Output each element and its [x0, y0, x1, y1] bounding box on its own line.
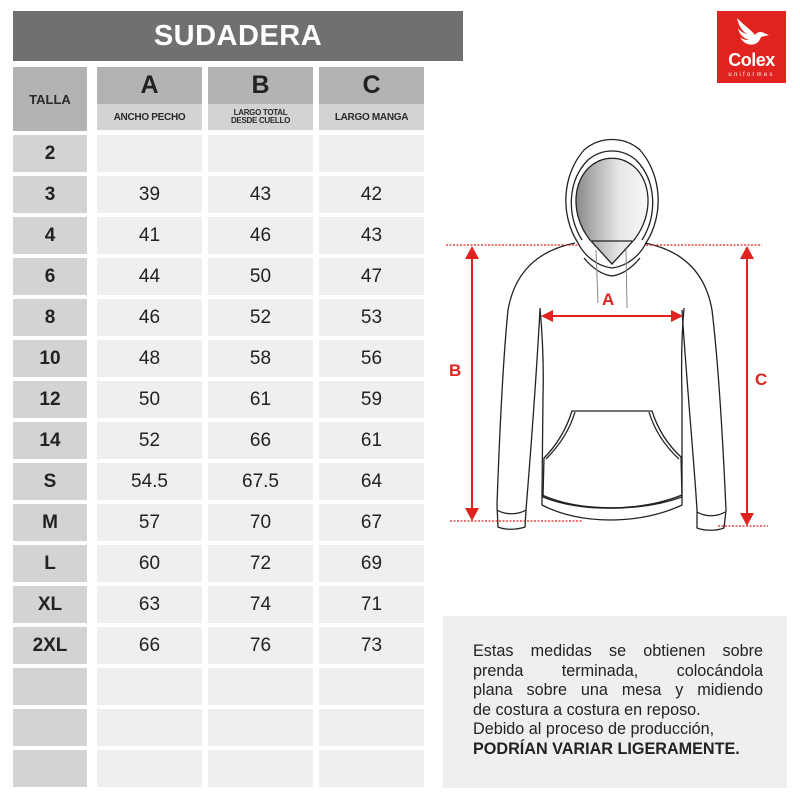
header-column-c — [319, 67, 424, 131]
cell-largo-manga: 56 — [319, 340, 424, 377]
size-cell: 12 — [13, 381, 87, 418]
column-letter: B — [208, 67, 313, 104]
table-row — [13, 750, 424, 787]
cell-largo-manga: 67 — [319, 504, 424, 541]
cell-largo-total: 72 — [208, 545, 313, 582]
brand-name: Colex — [728, 50, 775, 70]
table-row — [13, 545, 424, 582]
cell-ancho-pecho — [97, 135, 202, 172]
cell-largo-total: 61 — [208, 381, 313, 418]
note-emphasis: PODRÍAN VARIAR LIGERAMENTE. — [473, 739, 740, 758]
size-cell: M — [13, 504, 87, 541]
cell-ancho-pecho: 54.5 — [97, 463, 202, 500]
cell-ancho-pecho: 48 — [97, 340, 202, 377]
size-cell — [13, 750, 87, 787]
cell-ancho-pecho — [97, 668, 202, 705]
cell-largo-manga: 53 — [319, 299, 424, 336]
cell-largo-manga: 42 — [319, 176, 424, 213]
cell-largo-total: 67.5 — [208, 463, 313, 500]
cell-ancho-pecho: 52 — [97, 422, 202, 459]
cell-largo-manga: 43 — [319, 217, 424, 254]
measure-label-b: B — [449, 361, 462, 380]
cell-largo-manga: 47 — [319, 258, 424, 295]
cell-ancho-pecho: 39 — [97, 176, 202, 213]
cell-ancho-pecho: 41 — [97, 217, 202, 254]
column-label-line: DESDE CUELLO — [230, 116, 291, 125]
header-size: TALLA — [13, 67, 87, 131]
cell-largo-total: 74 — [208, 586, 313, 623]
note-line: Debido al proceso de producción, — [473, 720, 715, 738]
cell-ancho-pecho — [97, 750, 202, 787]
table-row — [13, 586, 424, 623]
table-row — [13, 135, 424, 172]
table-row — [13, 463, 424, 500]
cell-ancho-pecho: 57 — [97, 504, 202, 541]
cell-ancho-pecho: 50 — [97, 381, 202, 418]
measurement-note — [443, 616, 787, 788]
column-letter: A — [97, 67, 202, 104]
measure-label-c: C — [755, 370, 768, 389]
size-cell: S — [13, 463, 87, 500]
column-label — [208, 104, 313, 130]
size-cell — [13, 668, 87, 705]
cell-largo-total: 50 — [208, 258, 313, 295]
cell-largo-total: 46 — [208, 217, 313, 254]
measure-label-a: A — [602, 290, 615, 309]
cell-largo-manga: 69 — [319, 545, 424, 582]
table-row — [13, 217, 424, 254]
cell-largo-manga — [319, 668, 424, 705]
column-label: ANCHO PECHO — [97, 104, 202, 130]
table-row — [13, 340, 424, 377]
column-label: LARGO MANGA — [319, 104, 424, 130]
size-cell: 6 — [13, 258, 87, 295]
brand-tagline: uniformes — [728, 72, 775, 78]
table-row — [13, 504, 424, 541]
cell-largo-total: 70 — [208, 504, 313, 541]
size-cell: 2 — [13, 135, 87, 172]
size-cell: XL — [13, 586, 87, 623]
cell-largo-total — [208, 135, 313, 172]
size-cell — [13, 709, 87, 746]
cell-largo-manga: 71 — [319, 586, 424, 623]
cell-largo-total — [208, 709, 313, 746]
cell-largo-total: 52 — [208, 299, 313, 336]
hoodie-icon — [440, 130, 800, 540]
column-label-line: LARGO TOTAL — [233, 108, 288, 117]
cell-ancho-pecho: 66 — [97, 627, 202, 664]
table-row — [13, 627, 424, 664]
cell-largo-manga: 64 — [319, 463, 424, 500]
wing-icon — [731, 16, 773, 52]
cell-ancho-pecho: 60 — [97, 545, 202, 582]
note-line: de costura a costura en reposo. — [473, 700, 701, 719]
header-column-b — [208, 67, 313, 131]
note-line: Estas medidas se obtienen sobre — [473, 642, 763, 660]
table-row — [13, 176, 424, 213]
cell-largo-total — [208, 668, 313, 705]
size-cell: 14 — [13, 422, 87, 459]
cell-largo-total: 66 — [208, 422, 313, 459]
cell-ancho-pecho — [97, 709, 202, 746]
cell-ancho-pecho: 44 — [97, 258, 202, 295]
size-cell: 8 — [13, 299, 87, 336]
column-letter: C — [319, 67, 424, 104]
cell-largo-manga: 73 — [319, 627, 424, 664]
table-row — [13, 709, 424, 746]
table-row — [13, 258, 424, 295]
cell-largo-manga — [319, 750, 424, 787]
cell-largo-total: 58 — [208, 340, 313, 377]
table-row — [13, 299, 424, 336]
cell-largo-manga — [319, 135, 424, 172]
size-cell: 2XL — [13, 627, 87, 664]
size-cell: 3 — [13, 176, 87, 213]
brand-logo — [717, 11, 786, 83]
cell-largo-manga — [319, 709, 424, 746]
size-cell: 4 — [13, 217, 87, 254]
cell-largo-total: 43 — [208, 176, 313, 213]
table-row — [13, 381, 424, 418]
hoodie-diagram — [440, 130, 800, 540]
cell-largo-total: 76 — [208, 627, 313, 664]
note-line: plana sobre una mesa y midiendo — [473, 681, 763, 699]
note-line: prenda terminada, colocándola — [473, 661, 763, 680]
table-row — [13, 422, 424, 459]
page-title: SUDADERA — [13, 11, 463, 61]
cell-largo-manga: 61 — [319, 422, 424, 459]
size-cell: L — [13, 545, 87, 582]
cell-ancho-pecho: 63 — [97, 586, 202, 623]
table-row — [13, 668, 424, 705]
cell-ancho-pecho: 46 — [97, 299, 202, 336]
cell-largo-total — [208, 750, 313, 787]
cell-largo-manga: 59 — [319, 381, 424, 418]
header-column-a — [97, 67, 202, 131]
size-cell: 10 — [13, 340, 87, 377]
